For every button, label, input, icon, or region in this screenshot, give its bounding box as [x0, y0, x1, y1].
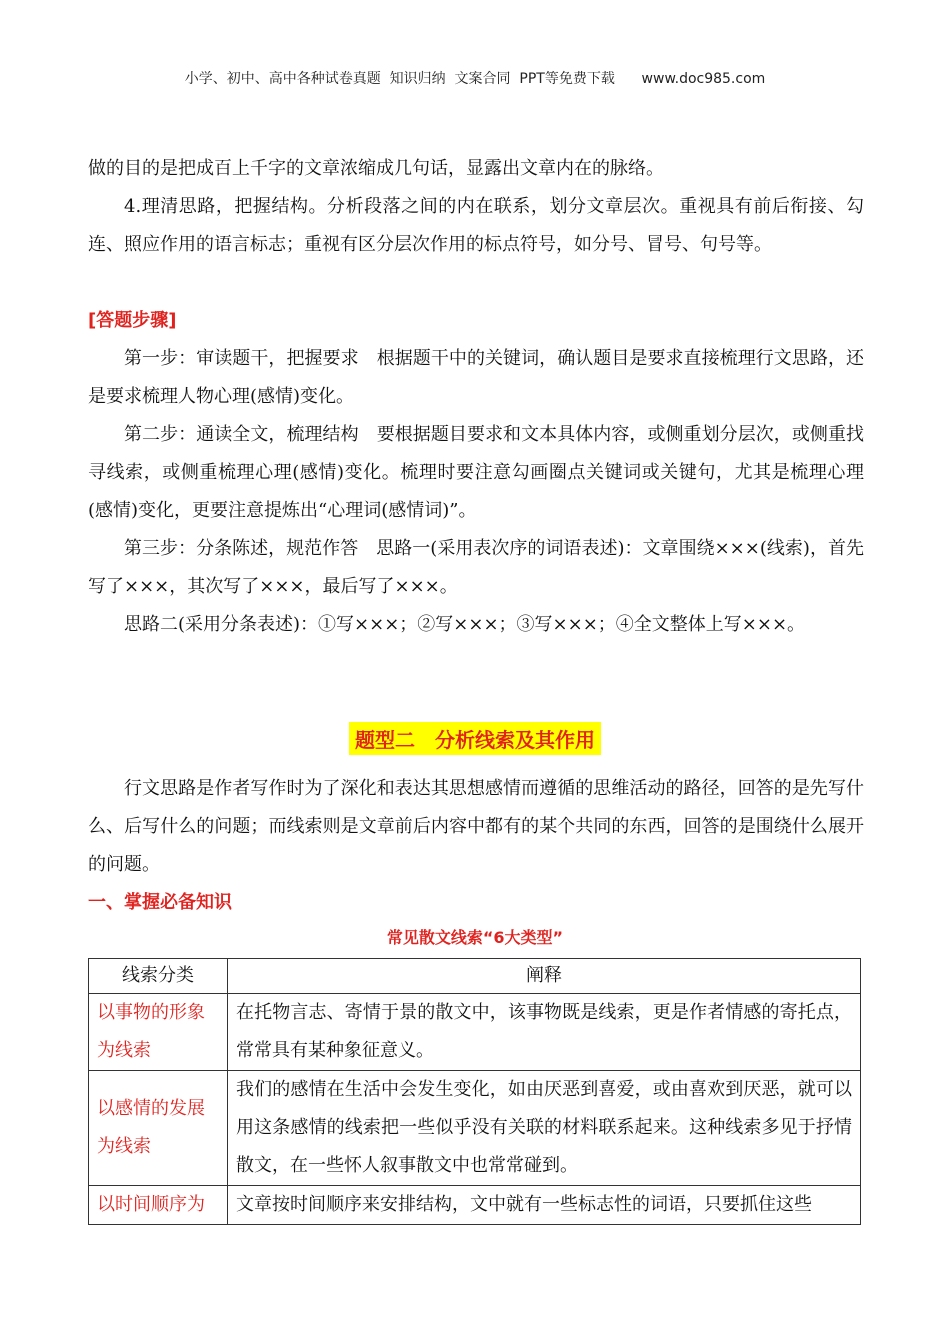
row-category: 以事物的形象为线索 [89, 994, 228, 1071]
steps-heading: [答题步骤] [88, 310, 177, 331]
step-1: 第一步：审读题干，把握要求 根据题干中的关键词，确认题目是要求直接梳理行文思路，还是要求梳理人物心理(感情)变化。 [88, 348, 864, 407]
row-explanation: 文章按时间顺序来安排结构，文中就有一些标志性的词语，只要抓住这些 [228, 1186, 861, 1225]
row-explanation: 在托物言志、寄情于景的散文中，该事物既是线索，更是作者情感的寄托点，常常具有某种象征意义。 [228, 994, 861, 1071]
paragraph-point-4: 4.理清思路，把握结构。分析段落之间的内在联系，划分文章层次。重视具有前后衔接、勾连、照应作用的语言标志；重视有区分层次作用的标点符号，如分号、冒号、句号等。 [88, 196, 864, 255]
table-row [89, 1071, 861, 1186]
table-row [89, 994, 861, 1071]
header-cell-explanation: 阐释 [228, 959, 861, 994]
header-cell-category: 线索分类 [89, 959, 228, 994]
header-text: 小学、初中、高中各种试卷真题 知识归纳 文案合同 PPT等免费下载 [184, 71, 615, 87]
row-category: 以时间顺序为 [89, 1186, 228, 1225]
table-caption: 常见散文线索“6大类型” [386, 928, 564, 947]
sub-heading: 一、掌握必备知识 [88, 892, 232, 913]
step-2: 第二步：通读全文，梳理结构 要根据题目要求和文本具体内容，或侧重划分层次，或侧重找寻线索，或侧重梳理心理(感情)变化。梳理时要注意勾画圈点关键词或关键句，尤其是梳理心理(感情)变化，更要注意提炼出“心理词(感情词)”。 [88, 424, 864, 521]
table-row [89, 1186, 861, 1225]
row-category: 以感情的发展为线索 [89, 1071, 228, 1186]
page-header [0, 68, 950, 88]
intro-paragraph: 行文思路是作者写作时为了深化和表达其思想感情而遵循的思维活动的路径，回答的是先写什么、后写什么的问题；而线索则是文章前后内容中都有的某个共同的东西，回答的是围绕什么展开的问题。 [88, 778, 864, 875]
step-3: 第三步：分条陈述，规范作答 思路一(采用表次序的词语表述)：文章围绕×××(线索)，首先写了×××，其次写了×××，最后写了×××。 [88, 538, 864, 597]
section-title [0, 722, 950, 755]
table-header-row [89, 959, 861, 994]
clue-types-table [88, 958, 861, 1225]
paragraph-continuation: 做的目的是把成百上千字的文章浓缩成几句话，显露出文章内在的脉络。 [88, 158, 664, 179]
row-explanation: 我们的感情在生活中会发生变化，如由厌恶到喜爱，或由喜欢到厌恶，就可以用这条感情的线索把一些似乎没有关联的材料联系起来。这种线索多见于抒情散文，在一些怀人叙事散文中也常常碰到。 [228, 1071, 861, 1186]
header-url[interactable]: www.doc985.com [641, 71, 766, 87]
step-4: 思路二(采用分条表述)：①写×××；②写×××；③写×××；④全文整体上写×××。 [124, 614, 806, 635]
section-title-text: 题型二 分析线索及其作用 [349, 722, 601, 755]
